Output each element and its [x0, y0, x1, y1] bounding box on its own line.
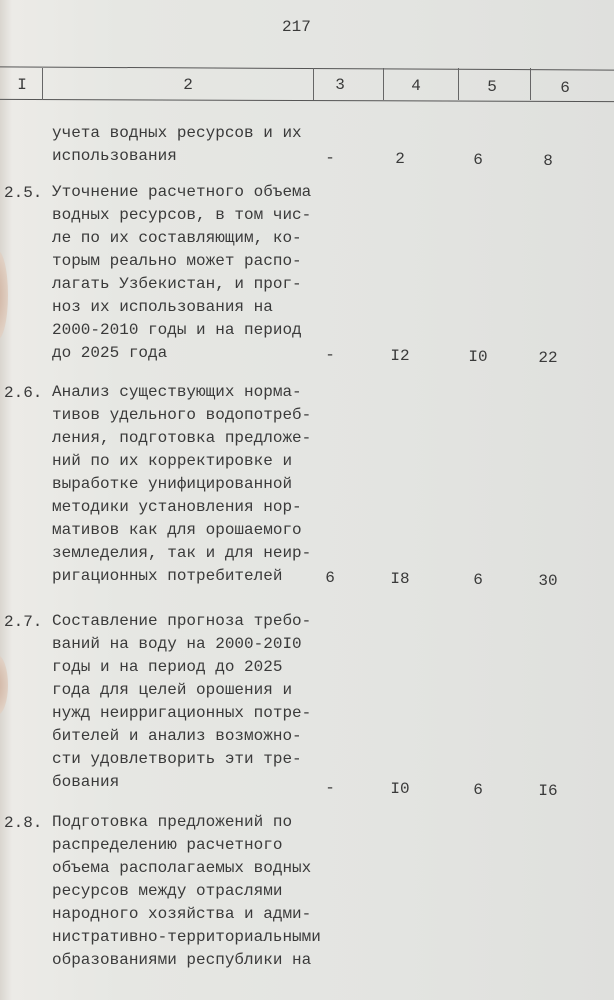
description-line: народного хозяйства и адми- — [52, 905, 312, 923]
item-description — [52, 181, 311, 365]
description-line: ле по их составляющим, ко- — [52, 229, 302, 247]
description-line: ваний на воду на 2000-20I0 — [52, 635, 302, 653]
header-col-6: 6 — [560, 79, 570, 97]
description-line: торым реально может распо- — [52, 252, 302, 270]
description-line: мативов как для орошаемого — [52, 521, 302, 539]
value-col-4: 2 — [395, 150, 405, 168]
description-line: сти удовлетворить эти тре- — [52, 750, 302, 768]
value-col-6: I6 — [538, 782, 558, 800]
header-col-3: 3 — [335, 76, 345, 94]
value-col-5: I0 — [468, 348, 488, 366]
description-line: бования — [52, 773, 120, 791]
value-col-3: 6 — [325, 569, 335, 587]
description-line: ригационных потребителей — [52, 567, 283, 585]
description-line: объема располагаемых водных — [52, 859, 312, 877]
column-divider — [530, 68, 531, 100]
description-line: года для целей орошения и — [52, 681, 293, 699]
description-line: до 2025 года — [52, 344, 168, 362]
value-col-6: 8 — [543, 152, 553, 170]
description-line: ний по их корректировке и — [52, 452, 293, 470]
item-number: 2.8. — [4, 814, 43, 832]
value-col-6: 22 — [538, 349, 558, 367]
description-line: Подготовка предложений по — [52, 813, 293, 831]
item-number: 2.5. — [4, 184, 43, 202]
column-divider — [313, 68, 314, 100]
header-col-2: 2 — [183, 76, 193, 94]
header-col-4: 4 — [411, 77, 421, 95]
item-description — [52, 381, 311, 588]
value-col-3: - — [325, 149, 335, 167]
description-line: годы и на период до 2025 — [52, 658, 283, 676]
value-col-4: I2 — [390, 347, 410, 365]
description-line: Уточнение расчетного объема — [52, 183, 312, 201]
header-top-rule — [0, 66, 614, 70]
value-col-3: - — [325, 779, 335, 797]
description-line: распределению расчетного — [52, 836, 283, 854]
description-line: образованиями республики на — [52, 951, 312, 969]
description-line: нистративно-территориальными — [52, 928, 321, 946]
finger-shadow — [0, 655, 8, 715]
description-line: нужд неирригационных потре- — [52, 704, 312, 722]
header-col-1: I — [17, 76, 27, 94]
value-col-5: 6 — [473, 781, 483, 799]
column-divider — [42, 68, 43, 100]
column-divider — [383, 68, 384, 100]
description-line: использования — [52, 147, 177, 165]
header-bottom-rule — [0, 99, 614, 102]
description-line: земледелия, так и для неир- — [52, 544, 312, 562]
item-number: 2.6. — [4, 384, 43, 402]
column-divider — [458, 68, 459, 100]
finger-shadow — [0, 250, 8, 340]
item-number: 2.7. — [4, 613, 43, 631]
item-description — [52, 122, 302, 168]
description-line: тивов удельного водопотреб- — [52, 406, 312, 424]
description-line: Анализ существующих норма- — [52, 383, 302, 401]
description-line: учета водных ресурсов и их — [52, 124, 302, 142]
page-number: 217 — [282, 18, 311, 36]
description-line: водных ресурсов, в том чис- — [52, 206, 312, 224]
description-line: выработке унифицированной — [52, 475, 293, 493]
item-description — [52, 811, 321, 972]
description-line: бителей и анализ возможно- — [52, 727, 302, 745]
description-line: лагать Узбекистан, и прог- — [52, 275, 302, 293]
value-col-3: - — [325, 346, 335, 364]
item-description — [52, 610, 311, 794]
description-line: ресурсов между отраслями — [52, 882, 283, 900]
value-col-4: I8 — [390, 570, 410, 588]
description-line: ления, подготовка предложе- — [52, 429, 312, 447]
value-col-5: 6 — [473, 151, 483, 169]
value-col-6: 30 — [538, 572, 558, 590]
description-line: 2000-2010 годы и на период — [52, 321, 302, 339]
description-line: ноз их использования на — [52, 298, 273, 316]
description-line: методики установления нор- — [52, 498, 302, 516]
value-col-4: I0 — [390, 780, 410, 798]
header-col-5: 5 — [487, 78, 497, 96]
value-col-5: 6 — [473, 571, 483, 589]
description-line: Составление прогноза требо- — [52, 612, 312, 630]
